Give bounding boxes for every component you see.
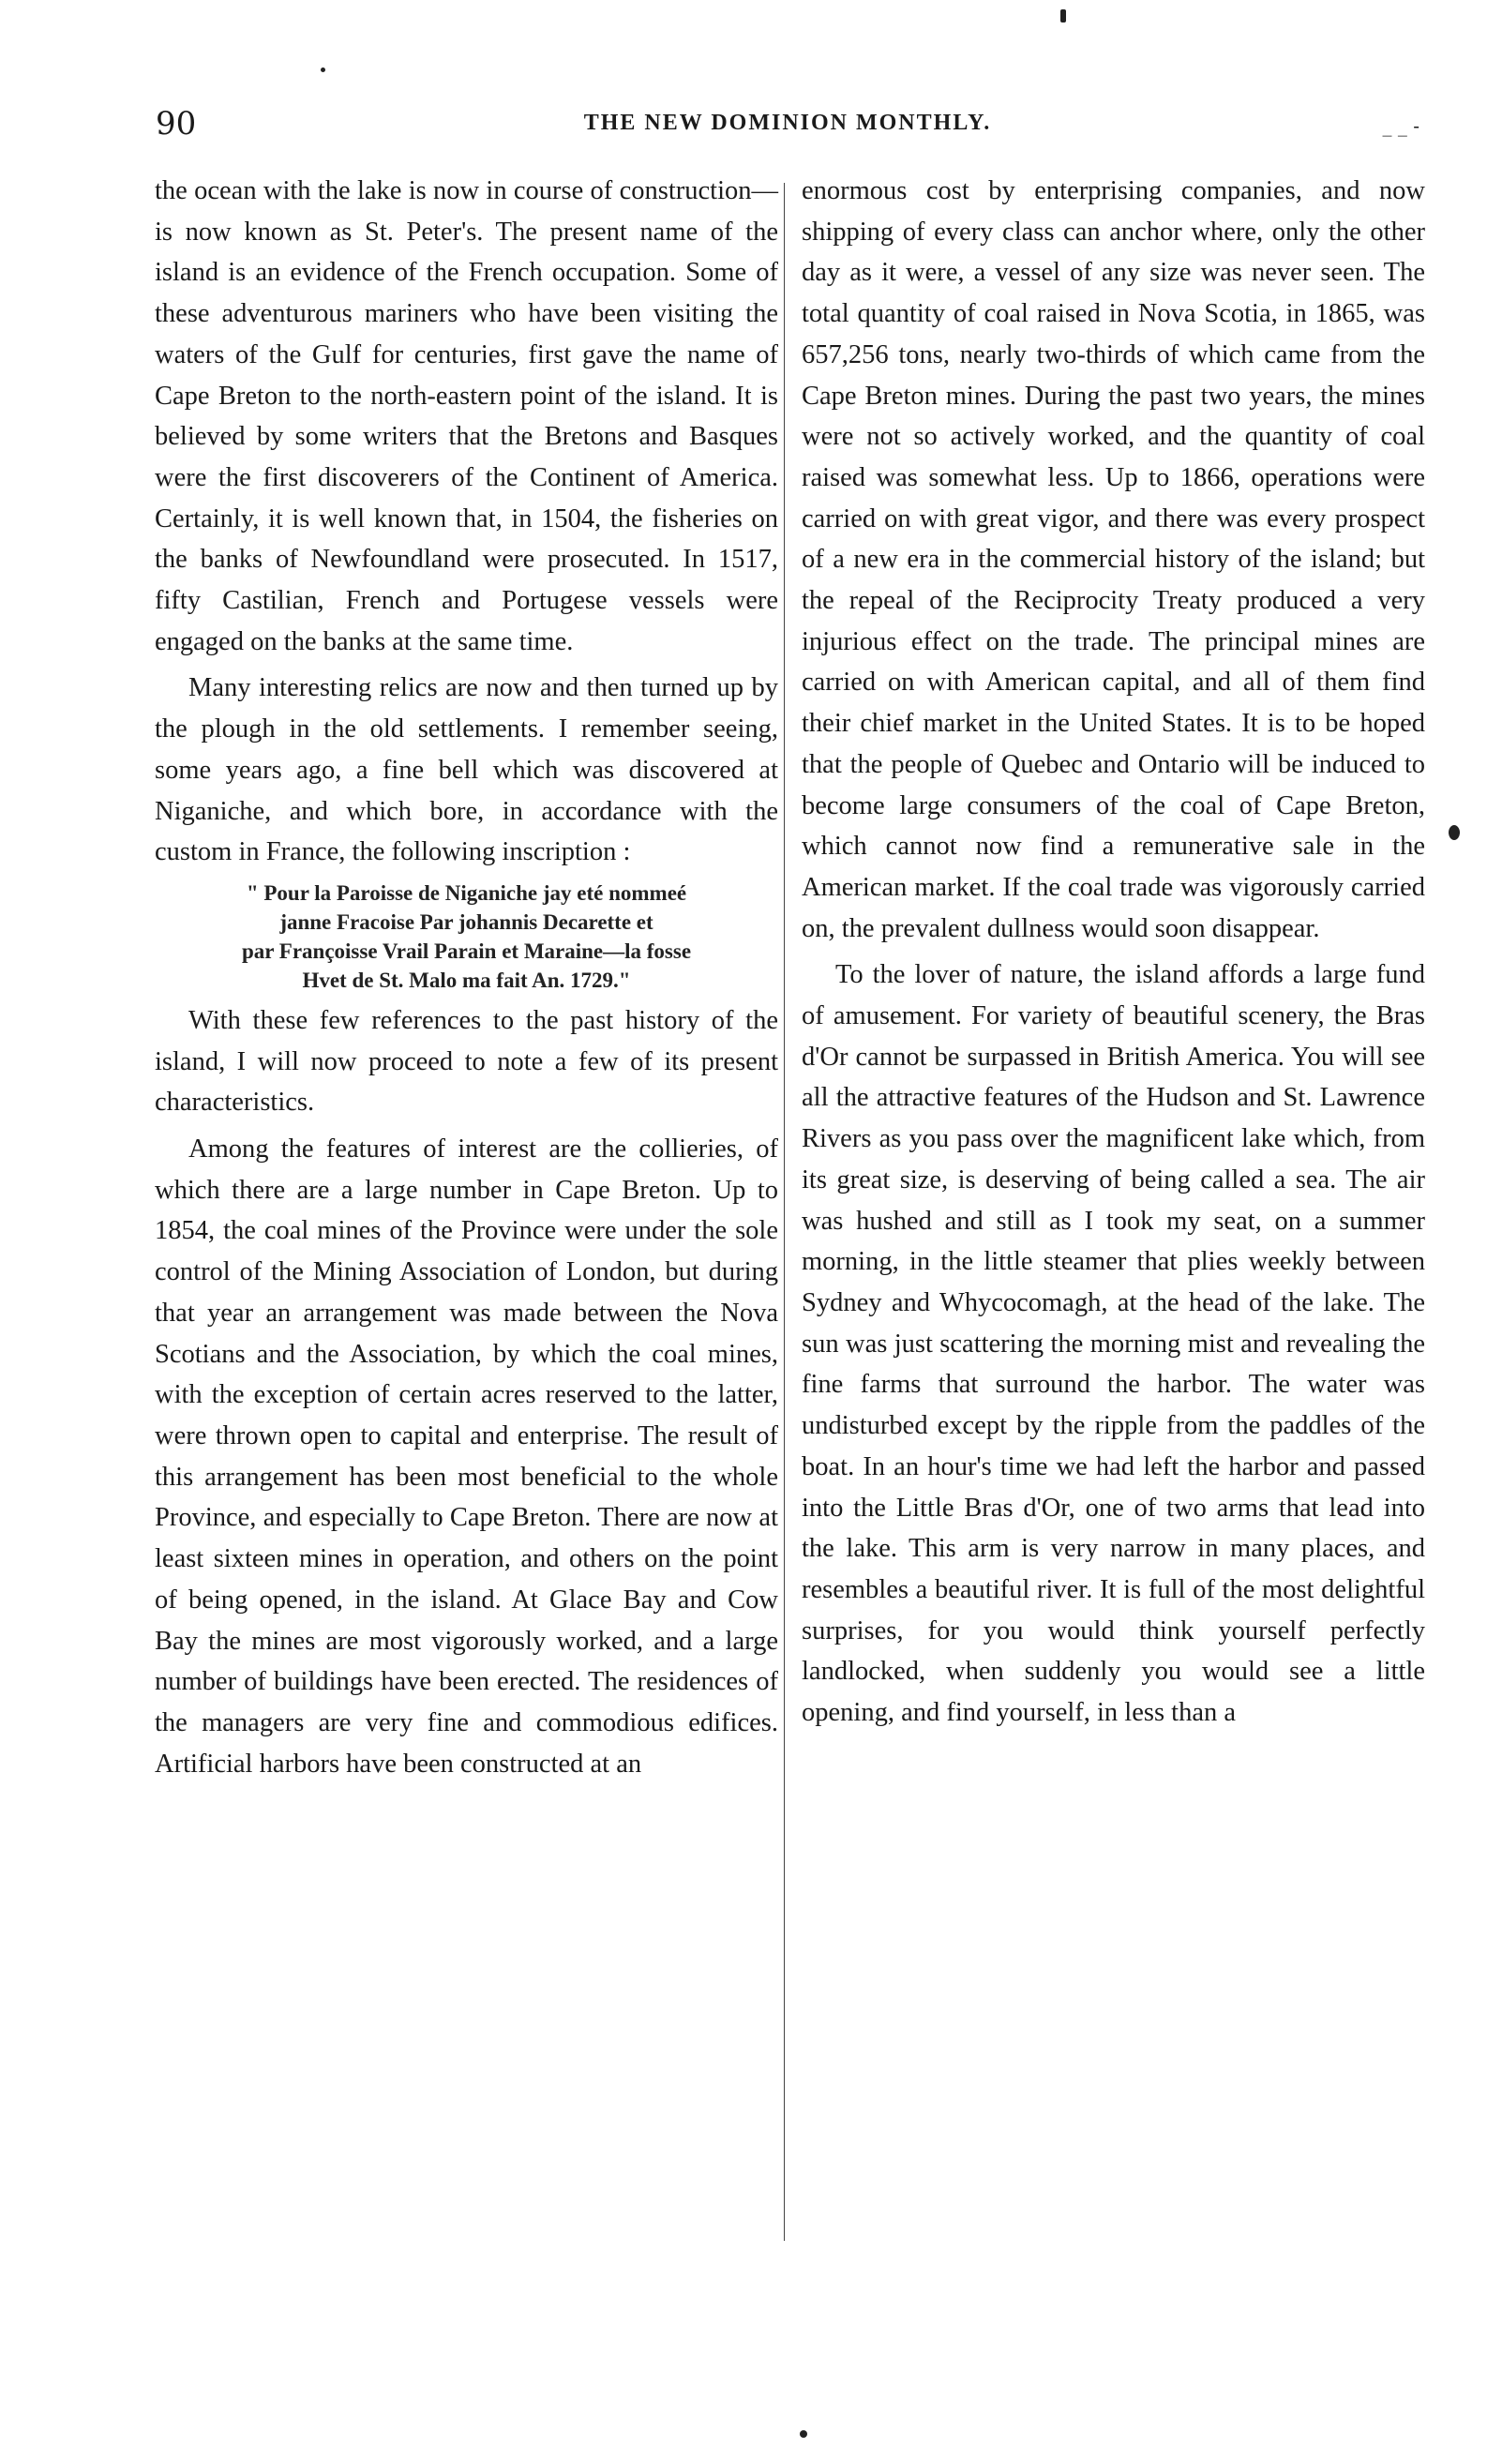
paragraph: the ocean with the lake is now in course of construction—is now known as St. Peter's. The present name of the island is an evidence of the French occupation. Some of these adventurous mariners who have been visiting the waters of the Gulf for centuries, first gave the name of Cape Breton to the north-eastern point of the island. It is believed by some writers that the Bretons and Basques were the first discoverers of the Continent of America. Certainly, it is well known that, in 1504, the fisheries on the banks of Newfoundland were prosecuted. In 1517, fifty Castilian, French and Portugese vessels were engaged on the banks at the same time. <box>155 176 778 656</box>
column-rule <box>784 183 785 2241</box>
paragraph: With these few references to the past history of the island, I will now proceed to note a few of its present characteristics. <box>155 1005 778 1118</box>
inscription-line: " Pour la Paroisse de Niganiche jay eté nommeé <box>246 880 687 905</box>
inscription-line: par Françoisse Vrail Parain et Maraine—la fosse <box>241 939 692 963</box>
inscription-line: janne Fracoise Par johannis Decarette et <box>279 909 653 934</box>
margin-mark <box>1449 825 1460 840</box>
right-column <box>802 171 1425 1734</box>
running-head <box>150 105 1425 143</box>
inscription-line: Hvet de St. Malo ma fait An. 1729." <box>302 968 631 992</box>
ink-dot <box>800 2430 807 2438</box>
page-number: 90 <box>156 105 197 143</box>
paragraph: Among the features of interest are the collieries, of which there are a large number in Cape Breton. Up to 1854, the coal mines of the Province were under the sole control of the Mining Association of London, but during that year an arrangement was made between the Nova Scotians and the Association, by which the coal mines, with the exception of certain acres reserved to the latter, were thrown open to capital and enterprise. The result of this arrangement has been most beneficial to the whole Province, and especially to Cape Breton. There are now at least sixteen mines in operation, and others on the point of being opened, in the island. At Glace Bay and Cow Bay the mines are most vigorously worked, and a large number of buildings have been erected. The residences of the managers are very fine and commodious edifices. Artificial harbors have been constructed at an <box>155 1134 778 1779</box>
paragraph: Many interesting relics are now and then turned up by the plough in the old settlements. I remember seeing, some years ago, a fine bell which was discovered at Niganiche, and which bore, in accordance with the custom in France, the following inscription : <box>155 673 778 867</box>
ink-mark <box>1060 9 1066 23</box>
paragraph: enormous cost by enterprising companies, and now shipping of every class can anchor where, only the other day as it were, a vessel of any size was never seen. The total quantity of coal raised in Nova Scotia, in 1865, was 657,256 tons, nearly two-thirds of which came from the Cape Breton mines. During the past two years, the mines were not so actively worked, and the quantity of coal raised was somewhat less. Up to 1866, operations were carried on with great vigor, and there was every prospect of a new era in the commercial history of the island; but the repeal of the Reciprocity Treaty produced a very injurious effect on the trade. The principal mines are carried on with American capital, and all of them find their chief market in the United States. It is to be hoped that the people of Quebec and Ontario will be induced to become large consumers of the coal of Cape Breton, which cannot now find a remunerative sale in the American market. If the coal trade was vigorously carried on, the prevalent dullness would soon disappear. <box>802 176 1425 943</box>
bell-inscription <box>155 879 778 995</box>
left-column <box>155 171 778 1784</box>
header-mark: _ _ - <box>1382 114 1419 137</box>
journal-title: THE NEW DOMINION MONTHLY. <box>583 111 992 135</box>
paragraph: To the lover of nature, the island affords a large fund of amusement. For variety of beautiful scenery, the Bras d'Or cannot be surpassed in British America. You will see all the attractive features of the Hudson and St. Lawrence Rivers as you pass over the magnificent lake which, from its great size, is deserving of being called a sea. The air was hushed and still as I took my seat, on a summer morning, in the little steamer that plies weekly between Sydney and Whycocomagh, at the head of the lake. The sun was just scattering the morning mist and revealing the fine farms that surround the harbor. The water was undisturbed except by the ripple from the paddles of the boat. In an hour's time we had left the harbor and passed into the Little Bras d'Or, one of two arms that lead into the lake. This arm is very narrow in many places, and resembles a beautiful river. It is full of the most delightful surprises, for you would think yourself perfectly landlocked, when suddenly you would see a little opening, and find yourself, in less than a <box>802 960 1425 1728</box>
ink-dot <box>321 68 325 72</box>
